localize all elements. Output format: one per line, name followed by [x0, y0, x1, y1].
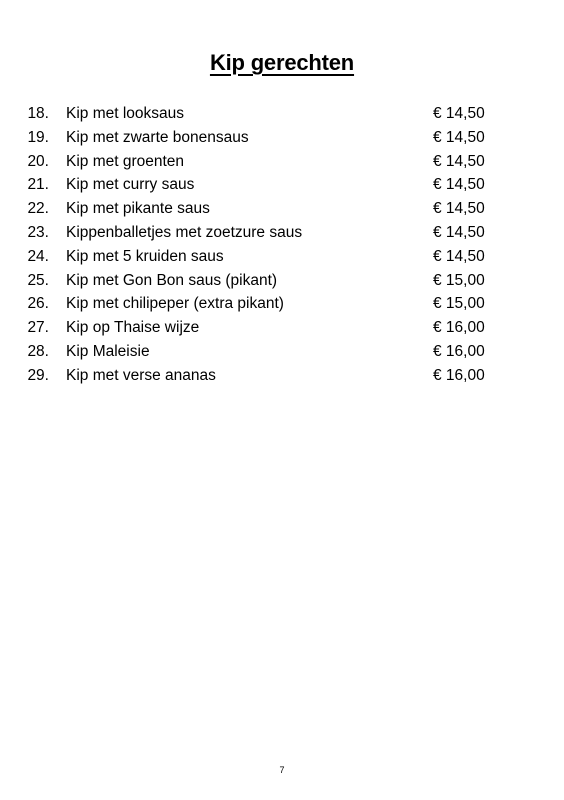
item-price: € 16,00: [433, 319, 485, 337]
page-number: 7: [279, 765, 285, 775]
page-title: Kip gerechten: [209, 50, 355, 75]
item-price: € 16,00: [433, 342, 485, 360]
item-number: 29.: [27, 366, 49, 384]
item-number: 25.: [27, 271, 49, 289]
item-name: Kip Maleisie: [66, 342, 150, 360]
item-name: Kippenballetjes met zoetzure saus: [66, 223, 303, 241]
item-name: Kip met groenten: [66, 152, 185, 170]
item-price: € 16,00: [433, 366, 485, 384]
item-name: Kip met verse ananas: [66, 366, 216, 384]
menu-item: [0, 316, 564, 340]
item-number: 20.: [27, 152, 49, 170]
item-price: € 14,50: [433, 247, 485, 265]
item-price: € 14,50: [433, 223, 485, 241]
menu-item: [0, 126, 564, 150]
item-name: Kip met looksaus: [66, 105, 185, 122]
item-number: 19.: [27, 128, 49, 146]
item-price: € 14,50: [433, 176, 485, 194]
menu-item: [0, 150, 564, 174]
menu-item: [0, 340, 564, 364]
menu-item: [0, 364, 564, 388]
item-name: Kip op Thaise wijze: [66, 319, 200, 337]
item-number: 22.: [27, 200, 49, 218]
item-number: 26.: [27, 295, 49, 313]
menu-item: [0, 245, 564, 269]
menu-item: [0, 197, 564, 221]
item-number: 23.: [27, 223, 49, 241]
menu-list: [0, 102, 564, 388]
item-price: € 15,00: [433, 271, 485, 289]
item-name: Kip met chilipeper (extra pikant): [66, 295, 284, 313]
item-number: 28.: [27, 342, 49, 360]
item-price: € 14,50: [433, 200, 485, 218]
item-number: 21.: [27, 176, 49, 194]
item-name: Kip met Gon Bon saus (pikant): [66, 271, 278, 289]
menu-item: [0, 102, 564, 126]
item-name: Kip met curry saus: [66, 176, 195, 194]
item-price: € 14,50: [433, 128, 485, 146]
item-number: 18.: [27, 105, 49, 122]
item-number: 27.: [27, 319, 49, 337]
item-name: Kip met zwarte bonensaus: [66, 128, 249, 146]
item-name: Kip met 5 kruiden saus: [66, 247, 224, 265]
item-price: € 14,50: [433, 105, 485, 122]
menu-item: [0, 221, 564, 245]
menu-item: [0, 292, 564, 316]
item-price: € 14,50: [433, 152, 485, 170]
menu-item: [0, 173, 564, 197]
item-price: € 15,00: [433, 295, 485, 313]
item-number: 24.: [27, 247, 49, 265]
menu-item: [0, 269, 564, 293]
item-name: Kip met pikante saus: [66, 200, 210, 218]
